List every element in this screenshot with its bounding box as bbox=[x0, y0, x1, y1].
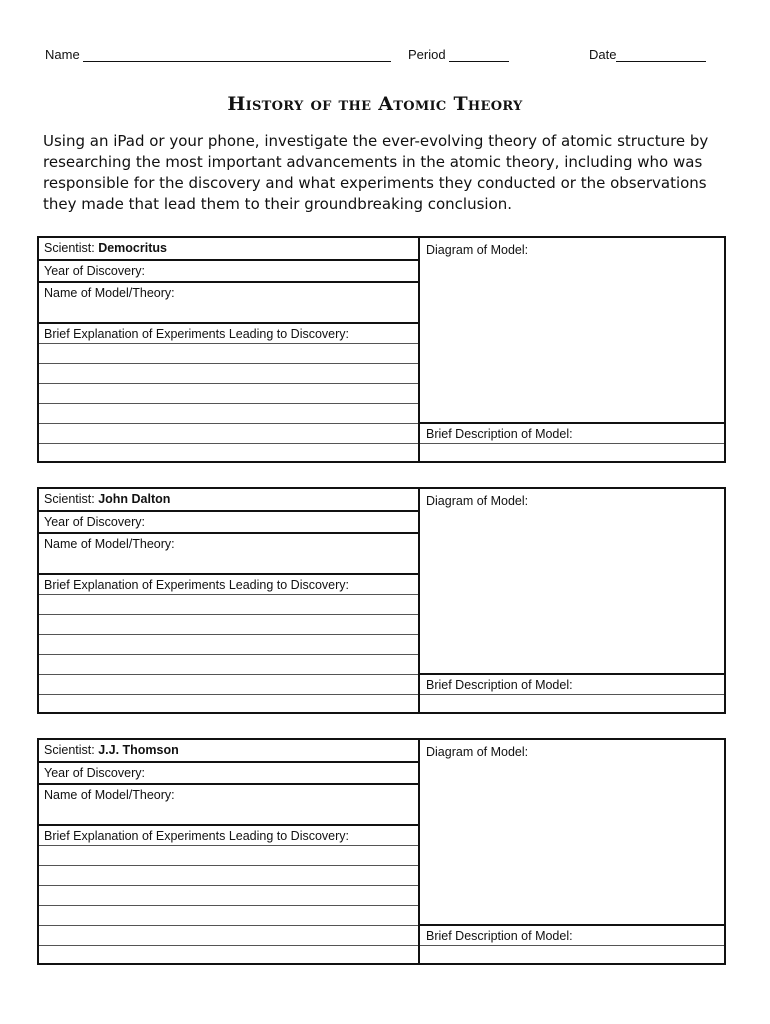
experiments-line[interactable] bbox=[39, 404, 418, 424]
card-right-column bbox=[420, 489, 724, 712]
header-fields bbox=[45, 47, 710, 67]
card-right-column bbox=[420, 740, 724, 963]
card-left-column bbox=[39, 740, 420, 963]
card-left-column bbox=[39, 489, 420, 712]
experiments-line[interactable] bbox=[39, 675, 418, 695]
model-name-row[interactable] bbox=[39, 283, 418, 324]
description-area[interactable] bbox=[420, 946, 724, 963]
scientist-card bbox=[37, 236, 726, 463]
experiments-line[interactable] bbox=[39, 906, 418, 926]
period-blank[interactable] bbox=[449, 47, 509, 62]
diagram-label: Diagram of Model: bbox=[426, 745, 529, 759]
year-label: Year of Discovery: bbox=[44, 264, 145, 278]
diagram-area[interactable] bbox=[420, 762, 724, 924]
page-title: History of the Atomic Theory bbox=[227, 93, 523, 115]
experiments-line[interactable] bbox=[39, 866, 418, 886]
experiments-line[interactable] bbox=[39, 926, 418, 946]
scientist-row[interactable] bbox=[39, 740, 418, 763]
scientist-row[interactable] bbox=[39, 238, 418, 261]
diagram-label: Diagram of Model: bbox=[426, 494, 529, 508]
scientist-name: J.J. Thomson bbox=[98, 743, 179, 757]
experiments-line[interactable] bbox=[39, 364, 418, 384]
experiments-line[interactable] bbox=[39, 384, 418, 404]
name-blank[interactable] bbox=[83, 47, 391, 62]
experiments-line[interactable] bbox=[39, 886, 418, 906]
name-label: Name bbox=[45, 47, 80, 62]
date-label: Date bbox=[589, 47, 617, 62]
period-label: Period bbox=[408, 47, 446, 62]
experiments-header-row bbox=[39, 575, 418, 595]
model-name-row[interactable] bbox=[39, 534, 418, 575]
experiments-line[interactable] bbox=[39, 344, 418, 364]
description-area[interactable] bbox=[420, 695, 724, 712]
experiments-line[interactable] bbox=[39, 635, 418, 655]
scientist-label: Scientist: bbox=[44, 743, 95, 757]
card-left-column bbox=[39, 238, 420, 461]
experiments-line[interactable] bbox=[39, 655, 418, 675]
year-label: Year of Discovery: bbox=[44, 766, 145, 780]
scientist-card bbox=[37, 487, 726, 714]
description-label: Brief Description of Model: bbox=[426, 678, 573, 692]
diagram-label: Diagram of Model: bbox=[426, 243, 529, 257]
experiments-label: Brief Explanation of Experiments Leading to Discovery: bbox=[44, 327, 350, 341]
description-label: Brief Description of Model: bbox=[426, 427, 573, 441]
date-blank[interactable] bbox=[616, 47, 706, 62]
period-field bbox=[408, 47, 509, 62]
year-row[interactable] bbox=[39, 261, 418, 283]
diagram-area[interactable] bbox=[420, 511, 724, 673]
description-area[interactable] bbox=[420, 444, 724, 461]
description-label: Brief Description of Model: bbox=[426, 929, 573, 943]
year-row[interactable] bbox=[39, 763, 418, 785]
model-name-label: Name of Model/Theory: bbox=[44, 286, 175, 300]
experiments-line[interactable] bbox=[39, 846, 418, 866]
intro-paragraph: Using an iPad or your phone, investigate the ever-evolving theory of atomic structure by researching the most important advancements in the atomic theory, including who was responsible for the discovery and what experiments they conducted or the observations they made that lead them to their groundbreaking conclusion. bbox=[43, 132, 709, 213]
model-name-label: Name of Model/Theory: bbox=[44, 537, 175, 551]
date-field bbox=[589, 47, 706, 62]
scientist-name: Democritus bbox=[98, 241, 167, 255]
experiments-label: Brief Explanation of Experiments Leading to Discovery: bbox=[44, 829, 350, 843]
card-right-column bbox=[420, 238, 724, 461]
experiments-header-row bbox=[39, 324, 418, 344]
name-field bbox=[45, 47, 391, 62]
scientist-card bbox=[37, 738, 726, 965]
diagram-area[interactable] bbox=[420, 260, 724, 422]
experiments-header-row bbox=[39, 826, 418, 846]
experiments-line[interactable] bbox=[39, 595, 418, 615]
scientist-label: Scientist: bbox=[44, 492, 95, 506]
experiments-line[interactable] bbox=[39, 615, 418, 635]
year-label: Year of Discovery: bbox=[44, 515, 145, 529]
model-name-label: Name of Model/Theory: bbox=[44, 788, 175, 802]
experiments-line[interactable] bbox=[39, 424, 418, 444]
year-row[interactable] bbox=[39, 512, 418, 534]
scientist-row[interactable] bbox=[39, 489, 418, 512]
experiments-label: Brief Explanation of Experiments Leading to Discovery: bbox=[44, 578, 350, 592]
scientist-label: Scientist: bbox=[44, 241, 95, 255]
scientist-name: John Dalton bbox=[98, 492, 171, 506]
model-name-row[interactable] bbox=[39, 785, 418, 826]
